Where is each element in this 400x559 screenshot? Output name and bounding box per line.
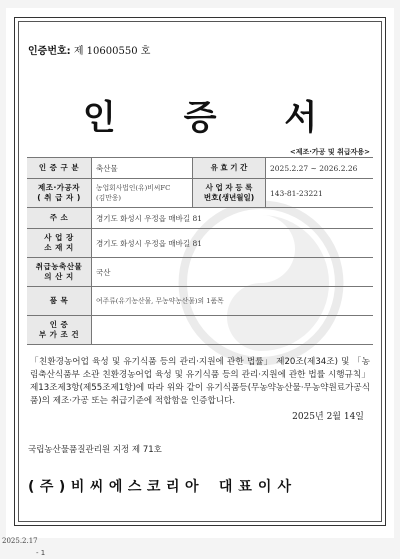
- validity-label: 유 효 기 간: [193, 158, 266, 179]
- table-row: [27, 258, 373, 287]
- table-row: [27, 287, 373, 316]
- cert-type-label: 인 증 구 분: [27, 158, 92, 179]
- category-note: <제조·가공 및 취급자용>: [289, 148, 370, 156]
- product-value: 여주류(유기농산물, 무농약농산물)외 1품목: [92, 287, 374, 316]
- designation-text: 국립농산물품질관리원 지정 제 71호: [28, 445, 162, 455]
- certificate-number-label: 인증번호:: [28, 46, 71, 57]
- origin-label-line2: 의 산 지: [44, 272, 74, 281]
- regno-value: 143-81-23221: [266, 179, 374, 208]
- maker-value-line2: (김만웅): [96, 194, 122, 202]
- certificate-number: [28, 42, 150, 57]
- regno-label: [193, 179, 266, 208]
- extra-conditions-label: [27, 316, 92, 345]
- signer-role: 대표이사: [218, 479, 297, 495]
- origin-label: [27, 258, 92, 287]
- certificate-number-value: 제 10600550 호: [73, 46, 151, 57]
- maker-value: [92, 179, 193, 208]
- issue-date: 2025년 2월 14일: [292, 412, 364, 422]
- address-value: 경기도 화성시 우정읍 매바길 81: [92, 208, 374, 229]
- address-label: 주 소: [27, 208, 92, 229]
- site-label: [27, 229, 92, 258]
- extra-label-line1: 인 증: [49, 320, 69, 329]
- cert-type-value: 축산물: [92, 158, 193, 179]
- validity-value: 2025.2.27 ~ 2026.2.26: [266, 158, 374, 179]
- site-label-line1: 사 업 장: [44, 233, 74, 242]
- regno-label-line1: 사 업 자 등 록: [205, 183, 253, 192]
- table-row: [27, 316, 373, 345]
- footer-page-number: - 1: [36, 549, 46, 557]
- site-value: 경기도 화성시 우정읍 매바길 81: [92, 229, 374, 258]
- maker-label-line2: ( 취 급 자 ): [37, 193, 81, 202]
- certification-statement: 「친환경농어업 육성 및 유기식품 등의 관리·지원에 관한 법률」 제20조(제34조) 및 「농림축산식품부 소관 친환경농어업 육성 및 유기식품 등의 관리·지원에 관한 법률 시행규칙」 제13조제3항(제55조제1항)에 따라 위와 같이 유기식품등(무농약농산물·무농약원료가공식품)의 제조·가공 또는 취급기준에 적합함을 인증합니다.: [30, 357, 370, 406]
- origin-label-line1: 취급농축산물: [35, 262, 83, 271]
- site-label-line2: 소 재 지: [44, 243, 74, 252]
- maker-label-line1: 제조·가공자: [37, 183, 81, 192]
- product-label: 품 목: [27, 287, 92, 316]
- table-row: [27, 158, 373, 179]
- certificate-info-table: [27, 157, 373, 345]
- maker-label: [27, 179, 92, 208]
- signer-organization: (주)비씨에스코리아: [28, 479, 204, 495]
- origin-value: 국산: [92, 258, 374, 287]
- table-row: [27, 208, 373, 229]
- table-row: [27, 229, 373, 258]
- extra-label-line2: 부 가 조 건: [38, 330, 80, 339]
- table-row: [27, 179, 373, 208]
- footer-date: 2025.2.17: [2, 537, 38, 545]
- certificate-paper: [6, 8, 394, 538]
- extra-conditions-value: [92, 316, 374, 345]
- regno-label-line2: 번호(생년월일): [203, 193, 255, 202]
- signer: [28, 476, 374, 496]
- maker-value-line1: 농업회사법인(유)비씨FC: [96, 184, 171, 192]
- document-title: 인 증 서: [82, 98, 346, 138]
